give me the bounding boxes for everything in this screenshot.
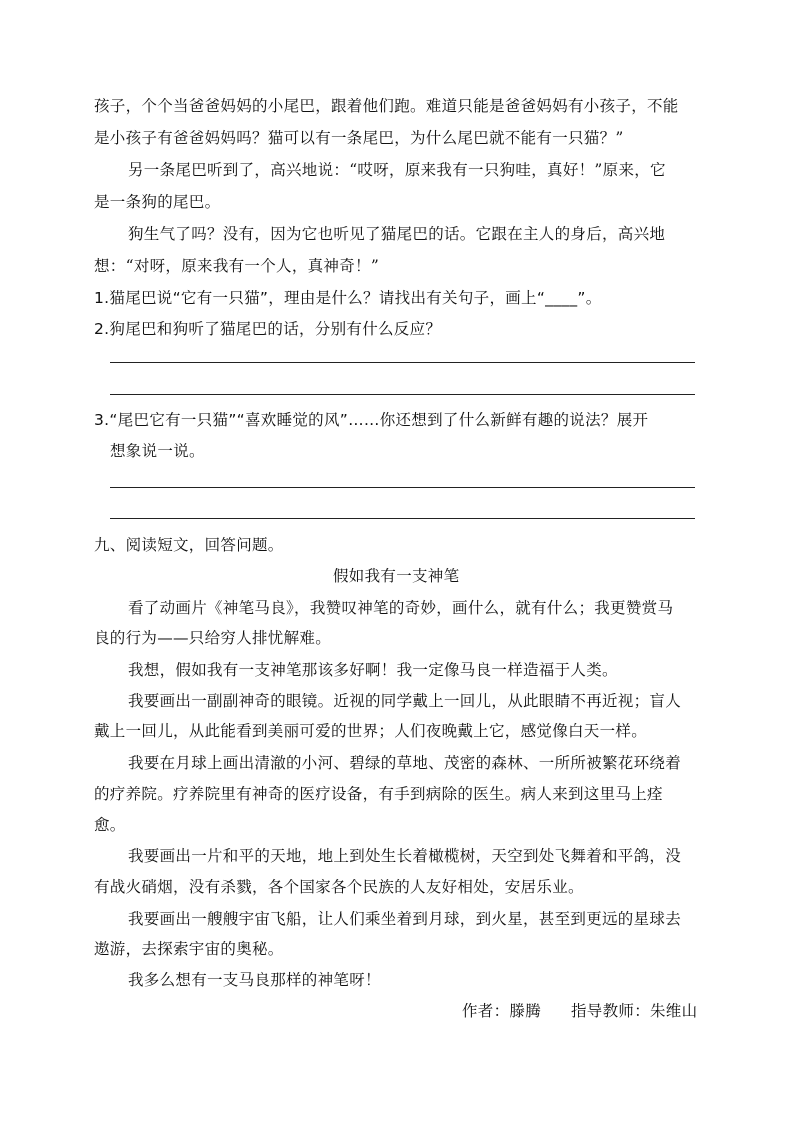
teacher-credit: 指导教师：朱维山: [571, 1002, 698, 1020]
question-1: 1.猫尾巴说“它有一只猫”，理由是什么？请找出有关句子，画上“____”。: [94, 289, 602, 307]
article-line: 愈。: [94, 816, 126, 834]
answer-line[interactable]: [110, 518, 695, 519]
passage-line: 孩子，个个当爸爸妈妈的小尾巴，跟着他们跑。难道只能是爸爸妈妈有小孩子，不能: [94, 97, 679, 115]
article-line: 我想，假如我有一支神笔那该多好啊！我一定像马良一样造福于人类。: [128, 661, 618, 679]
answer-line[interactable]: [110, 394, 695, 395]
article-line: 良的行为——只给穷人排忧解难。: [94, 629, 332, 647]
article-line: 我要在月球上画出清澈的小河、碧绿的草地、茂密的森林、一所所被繁花环绕着: [128, 754, 682, 772]
article-line: 有战火硝烟，没有杀戮，各个国家各个民族的人友好相处，安居乐业。: [94, 878, 584, 896]
question-3-continued: 想象说一说。: [110, 442, 205, 460]
article-line: 遨游，去探索宇宙的奥秘。: [94, 940, 284, 958]
section-heading: 九、阅读短文，回答问题。: [94, 536, 284, 554]
article-line: 我多么想有一支马良那样的神笔呀！: [128, 971, 381, 989]
question-3: 3.“尾巴它有一只猫”“喜欢睡觉的风”……你还想到了什么新鲜有趣的说法？展开: [94, 411, 649, 429]
answer-line[interactable]: [110, 362, 695, 363]
article-line: 我要画出一片和平的天地，地上到处生长着橄榄树，天空到处飞舞着和平鸽，没: [128, 847, 682, 865]
article-line: 看了动画片《神笔马良》，我赞叹神笔的奇妙，画什么，就有什么；我更赞赏马: [128, 599, 674, 617]
article-line: 的疗养院。疗养院里有神奇的医疗设备，有手到病除的医生。病人来到这里马上痊: [94, 785, 663, 803]
author-credit: 作者：滕腾: [462, 1002, 542, 1020]
article-line: 我要画出一副副神奇的眼镜。近视的同学戴上一回儿，从此眼睛不再近视；盲人: [128, 692, 682, 710]
article-title: 假如我有一支神笔: [333, 567, 460, 585]
article-line: 戴上一回儿，从此能看到美丽可爱的世界；人们夜晚戴上它，感觉像白天一样。: [94, 722, 648, 740]
article-line: 我要画出一艘艘宇宙飞船，让人们乘坐着到月球，到火星，甚至到更远的星球去: [128, 910, 682, 928]
passage-line: 想：“对呀，原来我有一个人，真神奇！”: [94, 257, 380, 275]
question-2: 2.狗尾巴和狗听了猫尾巴的话，分别有什么反应？: [94, 320, 442, 338]
answer-line[interactable]: [110, 487, 695, 488]
passage-line: 另一条尾巴听到了，高兴地说：“哎呀，原来我有一只狗哇，真好！”原来，它: [128, 161, 666, 179]
passage-line: 狗生气了吗？没有，因为它也听见了猫尾巴的话。它跟在主人的身后，高兴地: [128, 225, 666, 243]
passage-line: 是一条狗的尾巴。: [94, 193, 221, 211]
passage-line: 是小孩子有爸爸妈妈吗？猫可以有一条尾巴，为什么尾巴就不能有一只猫？”: [94, 129, 624, 147]
